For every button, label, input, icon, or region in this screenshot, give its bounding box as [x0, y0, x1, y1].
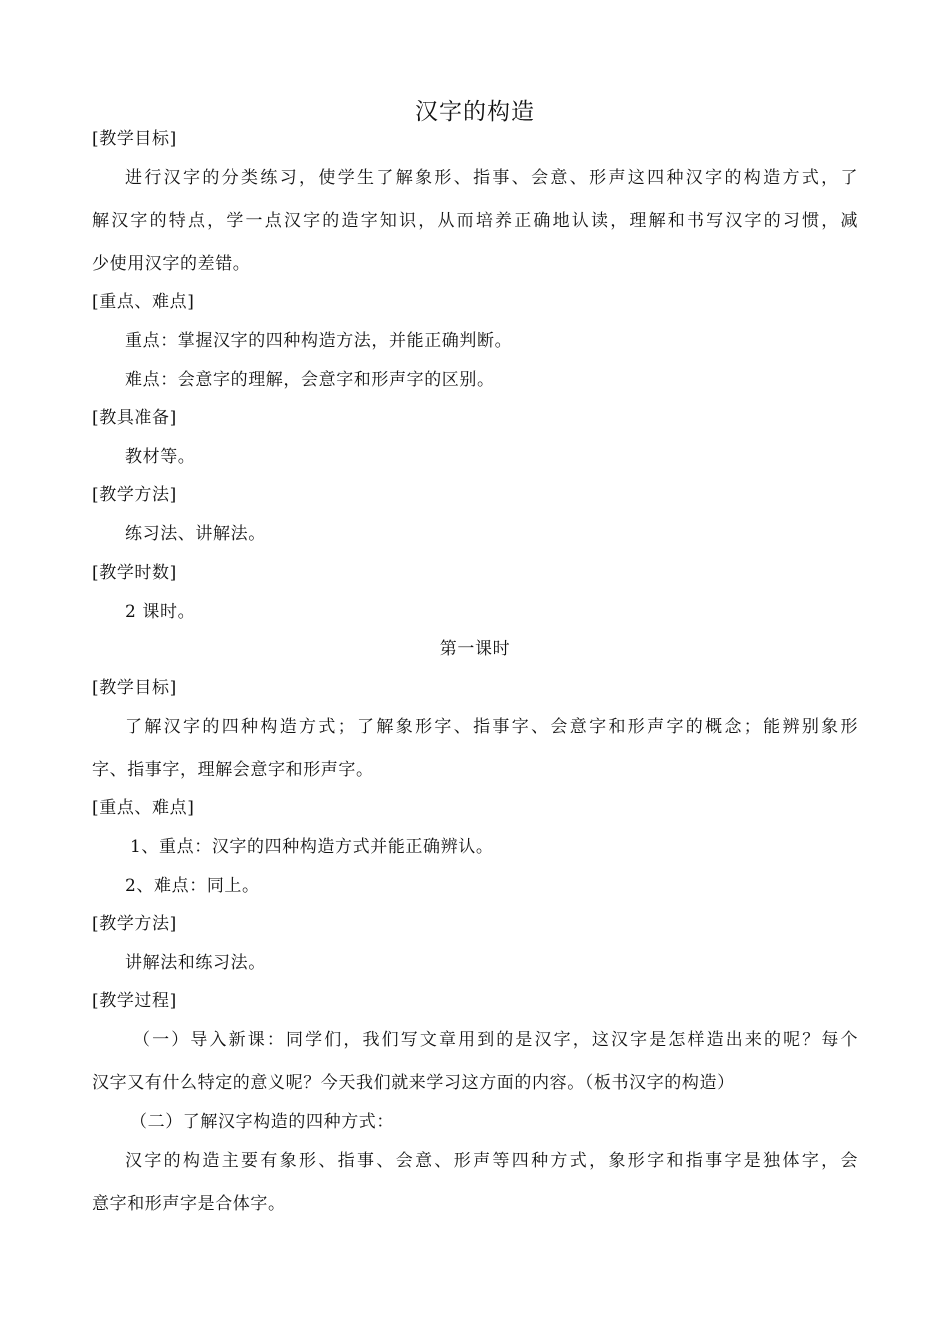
paragraph-line: 意字和形声字是合体字。: [92, 1194, 286, 1214]
paragraph-line: 少使用汉字的差错。: [92, 254, 251, 274]
section-heading-objectives: [教学目标]: [92, 129, 177, 149]
section-heading-process: [教学过程]: [92, 991, 177, 1011]
section-heading-hours: [教学时数]: [92, 563, 177, 583]
paragraph-line: 讲解法和练习法。: [125, 953, 266, 973]
paragraph-line: 2、难点：同上。: [125, 876, 260, 896]
paragraph-line: 汉字又有什么特定的意义呢？今天我们就来学习这方面的内容。（板书汉字的构造）: [92, 1073, 735, 1093]
paragraph-line: 进行汉字的分类练习，使学生了解象形、指事、会意、形声这四种汉字的构造方式，了: [125, 168, 858, 188]
lesson-subtitle: 第一课时: [439, 639, 511, 659]
section-heading-methods: [教学方法]: [92, 914, 177, 934]
section-heading-methods: [教学方法]: [92, 485, 177, 505]
paragraph-line: 2 课时。: [125, 602, 196, 622]
section-heading-objectives: [教学目标]: [92, 678, 177, 698]
section-heading-materials: [教具准备]: [92, 408, 177, 428]
paragraph-line: 练习法、讲解法。: [125, 524, 266, 544]
paragraph-line: 解汉字的特点，学一点汉字的造字知识，从而培养正确地认读，理解和书写汉字的习惯，减: [92, 211, 858, 231]
paragraph-line: 汉字的构造主要有象形、指事、会意、形声等四种方式，象形字和指事字是独体字，会: [125, 1151, 858, 1171]
paragraph-line: 重点：掌握汉字的四种构造方法，并能正确判断。: [125, 331, 513, 351]
paragraph-line: （二）了解汉字构造的四种方式：: [130, 1112, 394, 1132]
paragraph-line: 教材等。: [125, 447, 196, 467]
document-title: 汉字的构造: [415, 99, 535, 125]
paragraph-line: 了解汉字的四种构造方式；了解象形字、指事字、会意字和形声字的概念；能辨别象形: [125, 717, 858, 737]
paragraph-line: 字、指事字，理解会意字和形声字。: [92, 760, 374, 780]
paragraph-line: 1、重点：汉字的四种构造方式并能正确辨认。: [130, 837, 494, 857]
section-heading-key-points: [重点、难点]: [92, 798, 195, 818]
paragraph-line: （一）导入新课：同学们，我们写文章用到的是汉字，这汉字是怎样造出来的呢？每个: [133, 1030, 858, 1050]
section-heading-key-points: [重点、难点]: [92, 292, 195, 312]
paragraph-line: 难点：会意字的理解，会意字和形声字的区别。: [125, 370, 495, 390]
